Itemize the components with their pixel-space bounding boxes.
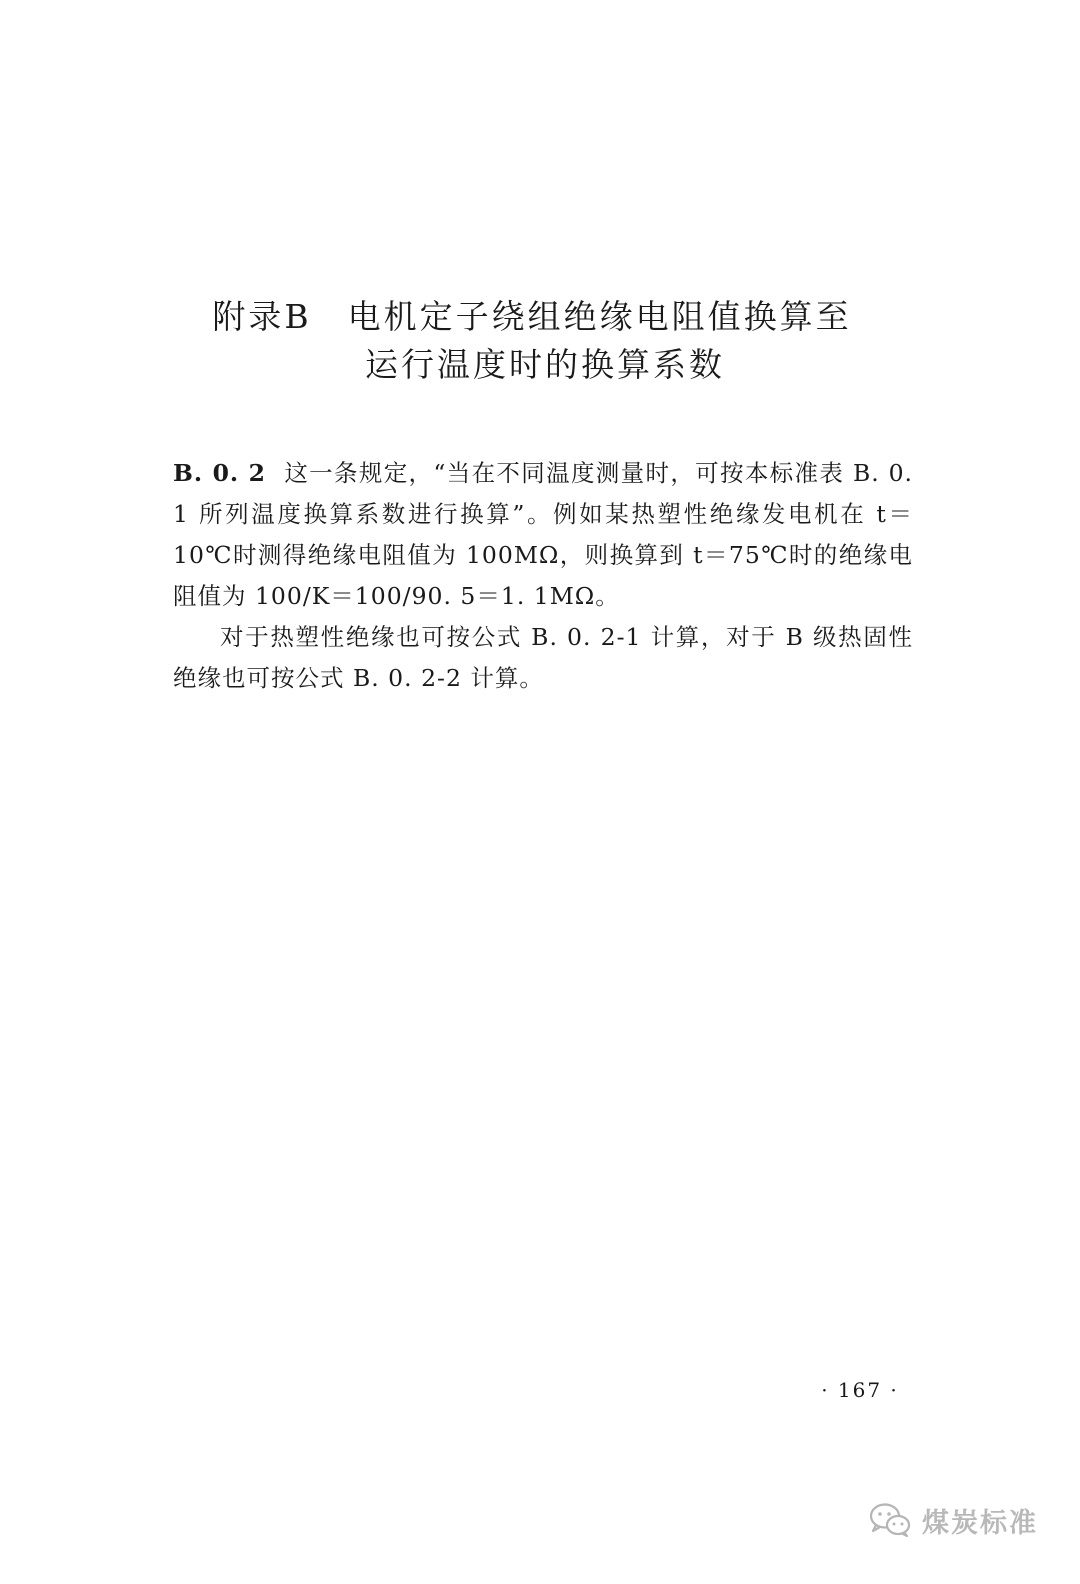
section-paragraph-2: 对于热塑性绝缘也可按公式 B. 0. 2-1 计算，对于 B 级热固性绝缘也可按公式 B. 0. 2-2 计算。	[173, 623, 913, 692]
section-paragraph-1-text: 这一条规定，“当在不同温度测量时，可按本标准表 B. 0. 1 所列温度换算系数进行换算”。例如某热塑性绝缘发电机在 t＝10℃时测得绝缘电阻值为 100MΩ，则换算到 t＝75℃时的绝缘电阻值为 100/K＝100/90. 5＝1. 1MΩ。	[173, 459, 913, 610]
watermark	[868, 1496, 1038, 1544]
section-number: B. 0. 2	[173, 459, 266, 487]
wechat-icon	[868, 1501, 912, 1539]
section-paragraph-1	[173, 453, 913, 617]
page-number: · 167 ·	[821, 1378, 899, 1402]
appendix-title-line2: 运行温度时的换算系数	[365, 345, 725, 384]
watermark-text: 煤炭标准	[922, 1507, 1038, 1539]
appendix-title-line1: 附录B 电机定子绕组绝缘电阻值换算至	[212, 297, 852, 336]
